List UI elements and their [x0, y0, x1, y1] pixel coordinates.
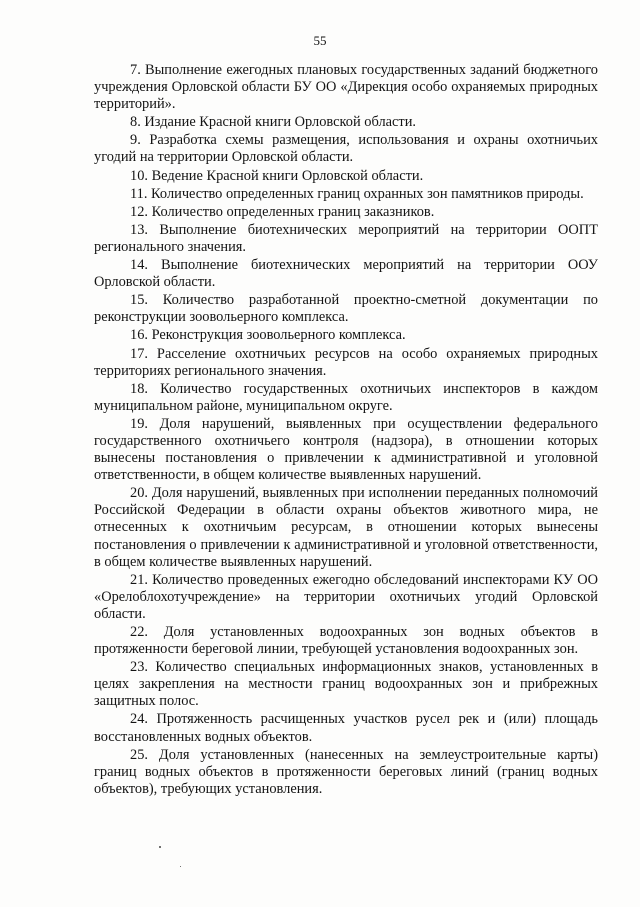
list-item: 23. Количество специальных информационных знаков, установленных в целях закрепления на местности границ водоохранных зон и прибрежных защитных полос. [94, 659, 598, 710]
list-item: 17. Расселение охотничьих ресурсов на особо охраняемых природных территориях регионального значения. [94, 345, 598, 379]
list-item: 20. Доля нарушений, выявленных при исполнении переданных полномочий Российской Федерации в области охраны объектов животного мира, не отнесенных к охотничьим ресурсам, в отношении которых вынесены постановления о привлечении к административной и уголовной ответственности, в общем количестве выявленных нарушений. [94, 485, 598, 570]
list-item: 14. Выполнение биотехнических мероприятий на территории ООУ Орловской области. [94, 257, 598, 291]
list-item: 15. Количество разработанной проектно-сметной документации по реконструкции зоовольерного комплекса. [94, 292, 598, 326]
list-item: 21. Количество проведенных ежегодно обследований инспекторами КУ ОО «Орелоблохотучреждение» на территории охотничьих угодий Орловской области. [94, 571, 598, 622]
list-item: 8. Издание Красной книги Орловской области. [130, 114, 416, 131]
list-item: 25. Доля установленных (нанесенных на землеустроительные карты) границ водных объектов в протяженности береговых линий (границ водных объектов), требующих установления. [94, 746, 598, 797]
document-body [94, 62, 598, 799]
list-item: 18. Количество государственных охотничьих инспекторов в каждом муниципальном районе, муниципальном округе. [94, 380, 598, 414]
list-item: 12. Количество определенных границ заказников. [130, 203, 435, 220]
page-number: 55 [313, 33, 327, 48]
list-item: 9. Разработка схемы размещения, использования и охраны охотничьих угодий на территории Орловской области. [94, 132, 598, 166]
list-item: 7. Выполнение ежегодных плановых государственных заданий бюджетного учреждения Орловской области БУ ОО «Дирекция особо охраняемых природных территорий». [94, 62, 598, 113]
list-item: 10. Ведение Красной книги Орловской области. [130, 167, 424, 184]
scan-speck [180, 866, 181, 867]
list-item: 24. Протяженность расчищенных участков русел рек и (или) площадь восстановленных водных объектов. [94, 711, 598, 745]
list-item: 16. Реконструкция зоовольерного комплекса. [130, 327, 406, 344]
list-item: 13. Выполнение биотехнических мероприятий на территории ООПТ регионального значения. [94, 221, 598, 255]
list-item: 11. Количество определенных границ охранных зон памятников природы. [130, 185, 584, 202]
list-item: 19. Доля нарушений, выявленных при осуществлении федерального государственного охотничьего контроля (надзора), в отношении которых вынесены постановления о привлечении к административной и уголовной ответственности, в общем количестве выявленных нарушений. [94, 415, 598, 484]
list-item: 22. Доля установленных водоохранных зон водных объектов в протяженности береговой линии, требующей установления водоохранных зон. [94, 624, 598, 658]
scan-speck [159, 846, 161, 848]
